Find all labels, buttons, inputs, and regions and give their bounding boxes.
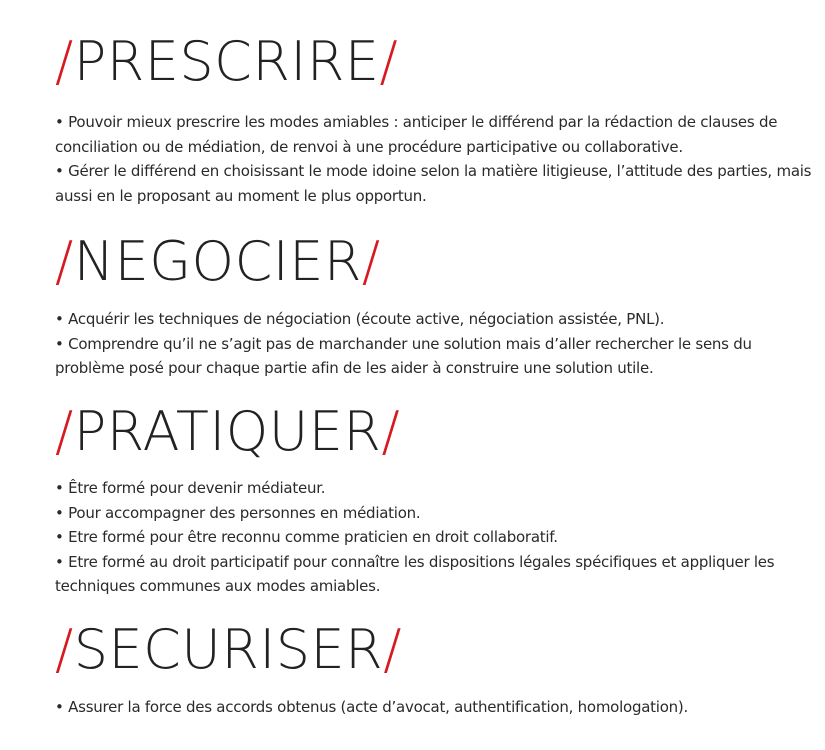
section-heading bbox=[55, 400, 820, 463]
slash-right: / bbox=[381, 400, 401, 463]
bullet-list bbox=[55, 476, 820, 599]
bullet-list bbox=[55, 110, 820, 208]
slash-right: / bbox=[361, 230, 381, 293]
section-title: SECURISER bbox=[73, 618, 384, 681]
slash-right: / bbox=[379, 30, 399, 93]
slash-left: / bbox=[55, 30, 74, 93]
bullet-item: • Assurer la force des accords obtenus (acte d’avocat, authentification, homologation). bbox=[55, 695, 820, 720]
bullet-item: • Pour accompagner des personnes en médiation. bbox=[55, 501, 820, 526]
bullet-item: • Pouvoir mieux prescrire les modes amiables : anticiper le différend par la rédaction de clauses de conciliation ou de médiation, de renvoi à une procédure participative ou collaborative. bbox=[55, 110, 820, 159]
section-title: NEGOCIER bbox=[73, 230, 362, 293]
bullet-item: • Être formé pour devenir médiateur. bbox=[55, 476, 820, 501]
bullet-item: • Comprendre qu’il ne s’agit pas de marchander une solution mais d’aller rechercher le sens du problème posé pour chaque partie afin de les aider à construire une solution utile. bbox=[55, 332, 820, 381]
bullet-list bbox=[55, 695, 820, 720]
slash-left: / bbox=[55, 618, 74, 681]
section-heading bbox=[55, 618, 820, 681]
section-heading bbox=[55, 230, 820, 293]
bullet-item: • Etre formé pour être reconnu comme praticien en droit collaboratif. bbox=[55, 525, 820, 550]
section-negocier bbox=[55, 230, 820, 381]
slash-right: / bbox=[383, 618, 402, 681]
section-prescrire bbox=[55, 30, 820, 208]
bullet-item: • Acquérir les techniques de négociation (écoute active, négociation assistée, PNL). bbox=[55, 307, 820, 332]
section-pratiquer bbox=[55, 400, 820, 599]
slash-left: / bbox=[55, 230, 74, 293]
section-title: PRATIQUER bbox=[73, 400, 382, 463]
section-securiser bbox=[55, 618, 820, 720]
bullet-list bbox=[55, 307, 820, 381]
bullet-item: • Gérer le différend en choisissant le mode idoine selon la matière litigieuse, l’attitude des parties, mais aussi en le proposant au moment le plus opportun. bbox=[55, 159, 820, 208]
slash-left: / bbox=[55, 400, 74, 463]
section-title: PRESCRIRE bbox=[73, 30, 380, 93]
bullet-item: • Etre formé au droit participatif pour connaître les dispositions légales spécifiques et appliquer les techniques communes aux modes amiables. bbox=[55, 550, 820, 599]
section-heading bbox=[55, 30, 820, 93]
